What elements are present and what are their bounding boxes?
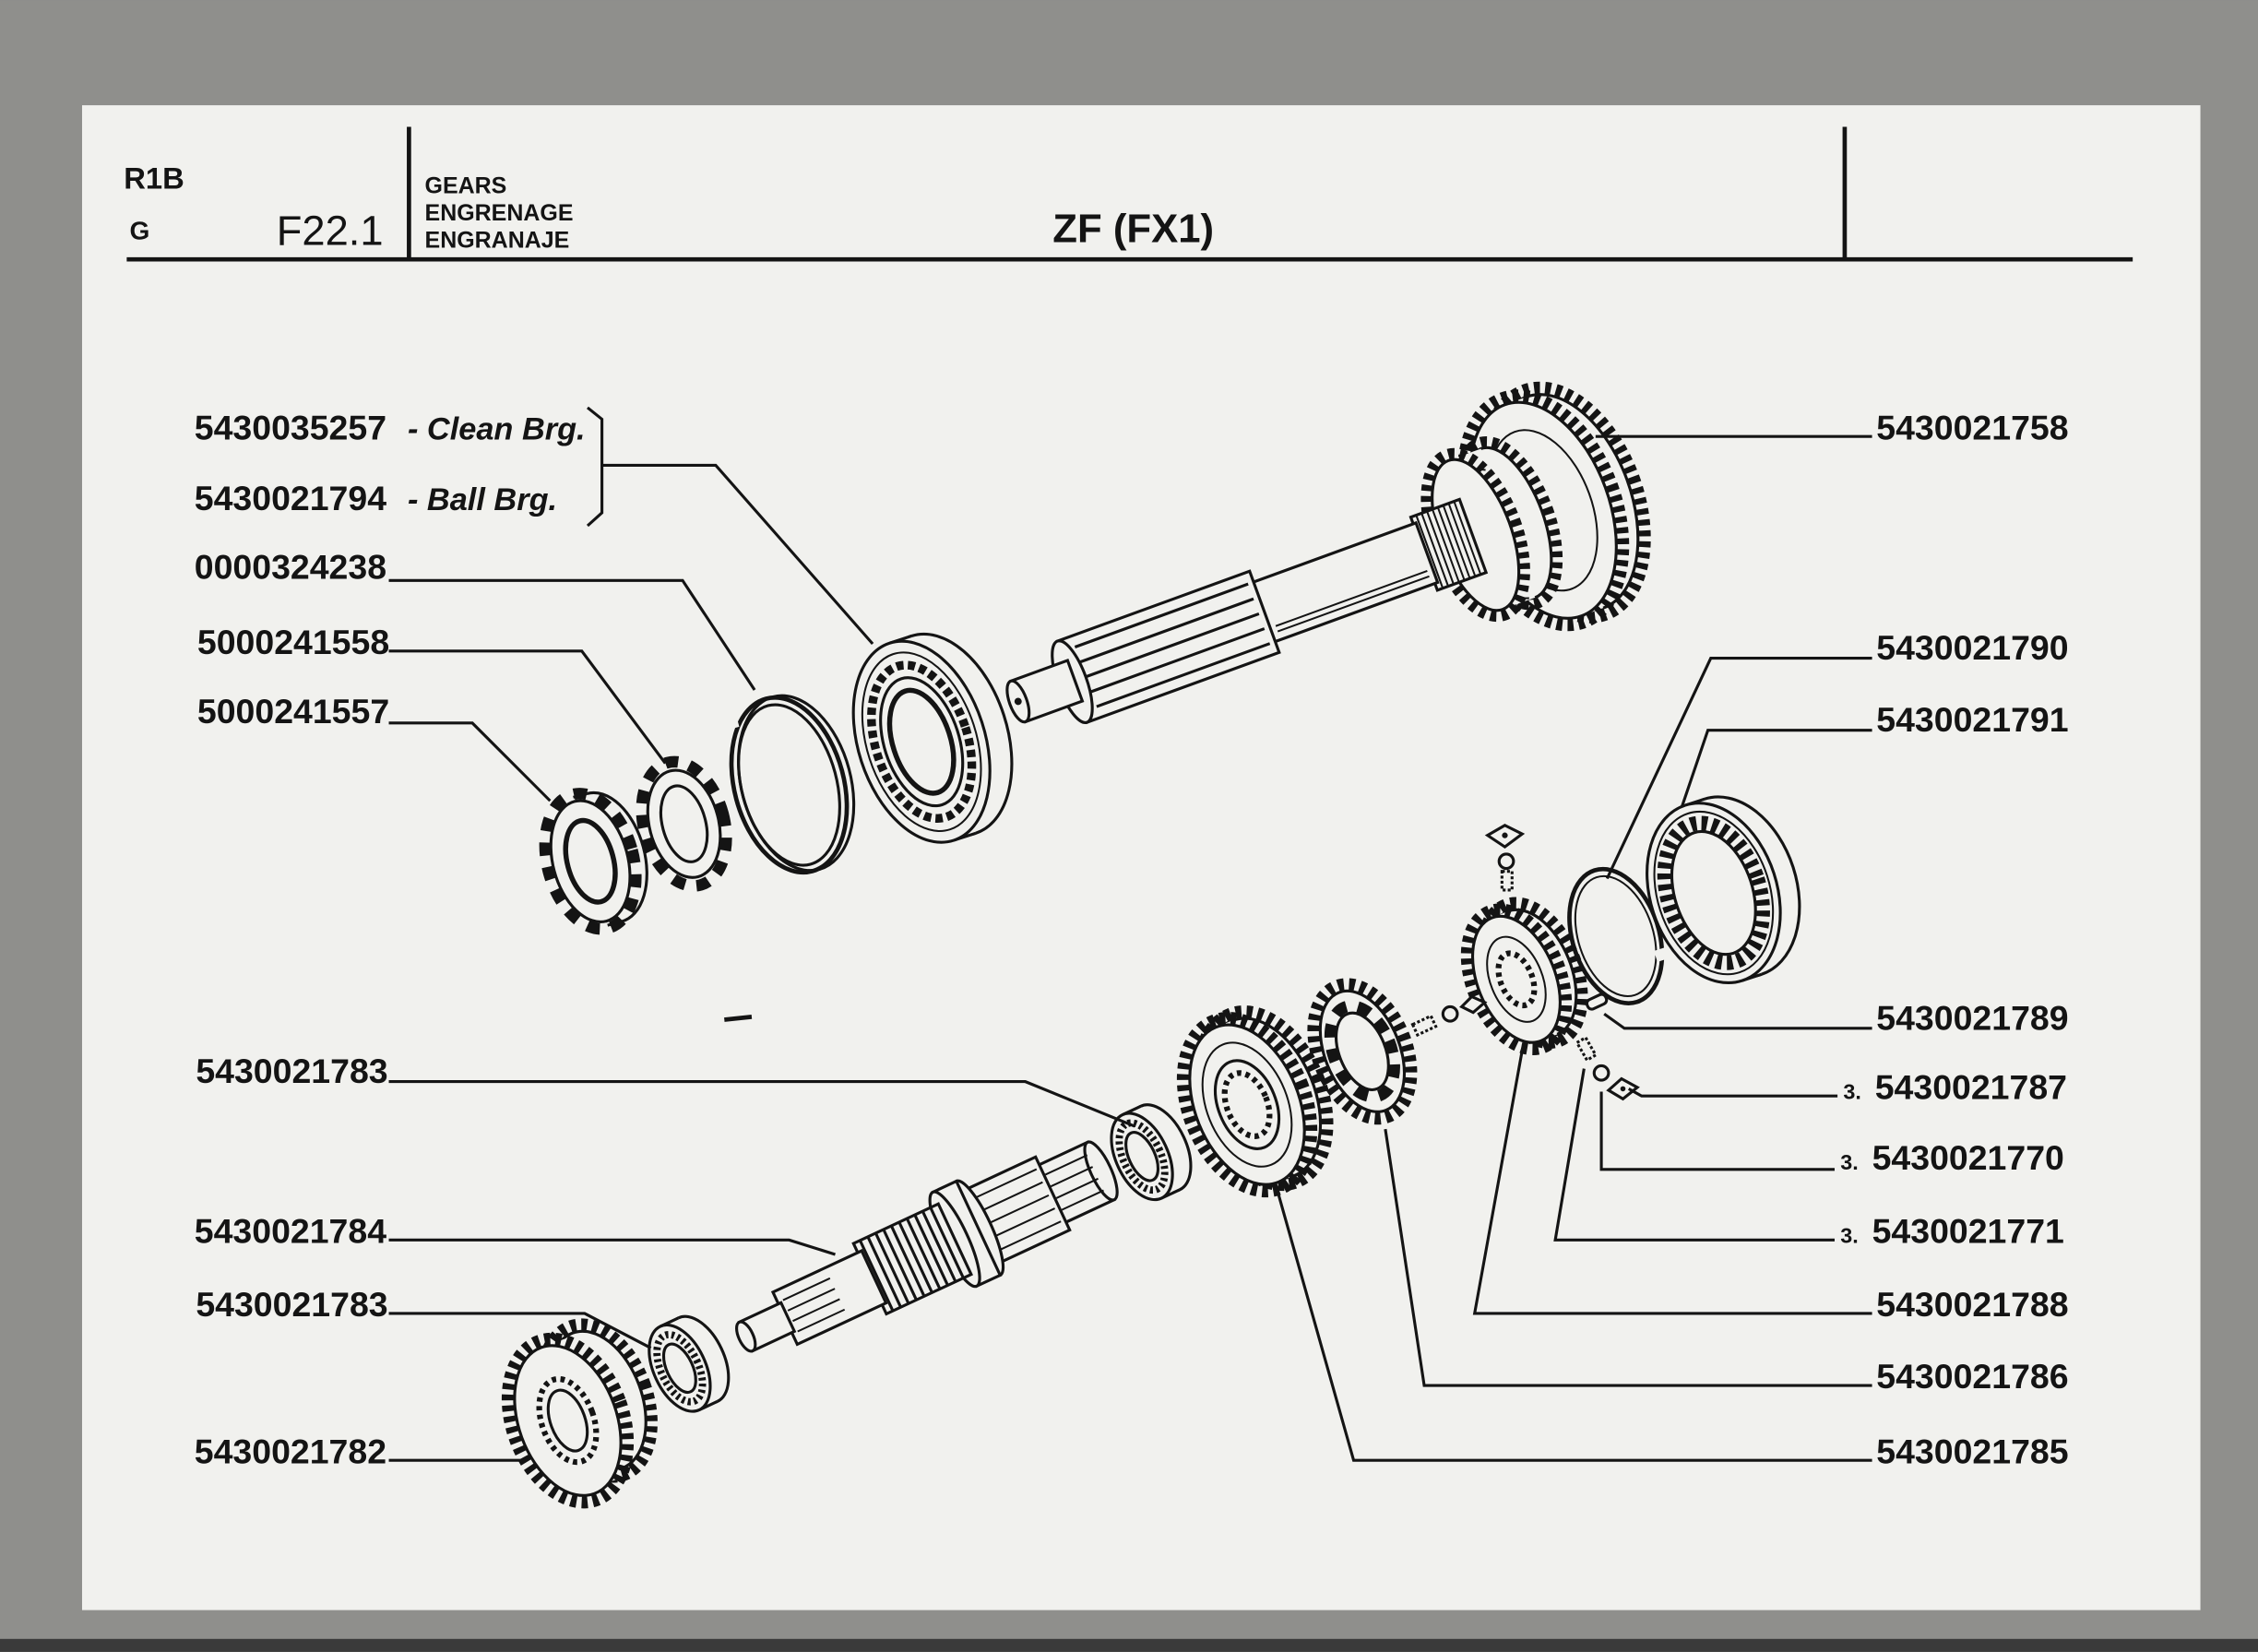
stray-mark xyxy=(724,1016,752,1019)
part-description: - Ball Brg. xyxy=(407,481,558,517)
detent-ball-top xyxy=(1499,854,1514,869)
section-name-en: GEARS xyxy=(424,172,507,199)
detent-plate-hole xyxy=(1621,1087,1626,1092)
part-number: 5430021794 xyxy=(194,478,387,517)
callout-5430021786: 5430021786 xyxy=(1876,1357,2069,1396)
callout-5430021783-lower: 5430021783 xyxy=(196,1285,388,1325)
page-title: ZF (FX1) xyxy=(1052,206,1215,252)
callout-5430021784: 5430021784 xyxy=(194,1211,387,1251)
callout-5430021787 xyxy=(1843,1067,2067,1106)
detent-spring-top xyxy=(1502,872,1512,890)
figure-number: F22.1 xyxy=(276,207,384,255)
callout-5000241557: 5000241557 xyxy=(196,691,390,731)
section-name-es: ENGRANAJE xyxy=(424,227,570,254)
part-description: - Clean Brg. xyxy=(407,411,586,447)
quantity-note: 3. xyxy=(1840,1223,1859,1248)
part-number: 5430021787 xyxy=(1874,1067,2068,1107)
callout-clean-bearing xyxy=(195,408,586,446)
callout-5430021785: 5430021785 xyxy=(1876,1432,2069,1471)
part-number: 5430021771 xyxy=(1872,1211,2064,1251)
callout-5430021783-upper: 5430021783 xyxy=(196,1052,388,1091)
callout-5430021789: 5430021789 xyxy=(1876,998,2069,1038)
callout-5430021771 xyxy=(1840,1211,2064,1250)
quantity-note: 3. xyxy=(1843,1079,1861,1104)
scan-bottom-edge xyxy=(0,1639,2258,1652)
section-name-fr: ENGRENAGE xyxy=(424,200,574,227)
callout-5430021758: 5430021758 xyxy=(1876,408,2069,447)
quantity-note: 3. xyxy=(1840,1149,1859,1174)
part-number: 5430021770 xyxy=(1872,1137,2064,1177)
callout-5430021791: 5430021791 xyxy=(1876,700,2069,740)
detent-ball-5430021770 xyxy=(1594,1065,1609,1080)
model-code: R1B xyxy=(124,160,184,196)
detent-plate-top-hole xyxy=(1502,833,1507,838)
callout-5430021788: 5430021788 xyxy=(1876,1285,2069,1325)
callout-5430021790: 5430021790 xyxy=(1876,628,2069,668)
callout-0000324238: 0000324238 xyxy=(194,547,387,587)
callout-5430021782: 5430021782 xyxy=(194,1432,387,1471)
callout-5430021770 xyxy=(1840,1138,2064,1177)
callout-5000241558: 5000241558 xyxy=(196,622,390,661)
detent-ball-left xyxy=(1443,1006,1457,1021)
group-code: G xyxy=(129,216,150,245)
part-number: 5430035257 xyxy=(194,408,387,447)
callout-ball-bearing xyxy=(195,479,557,517)
